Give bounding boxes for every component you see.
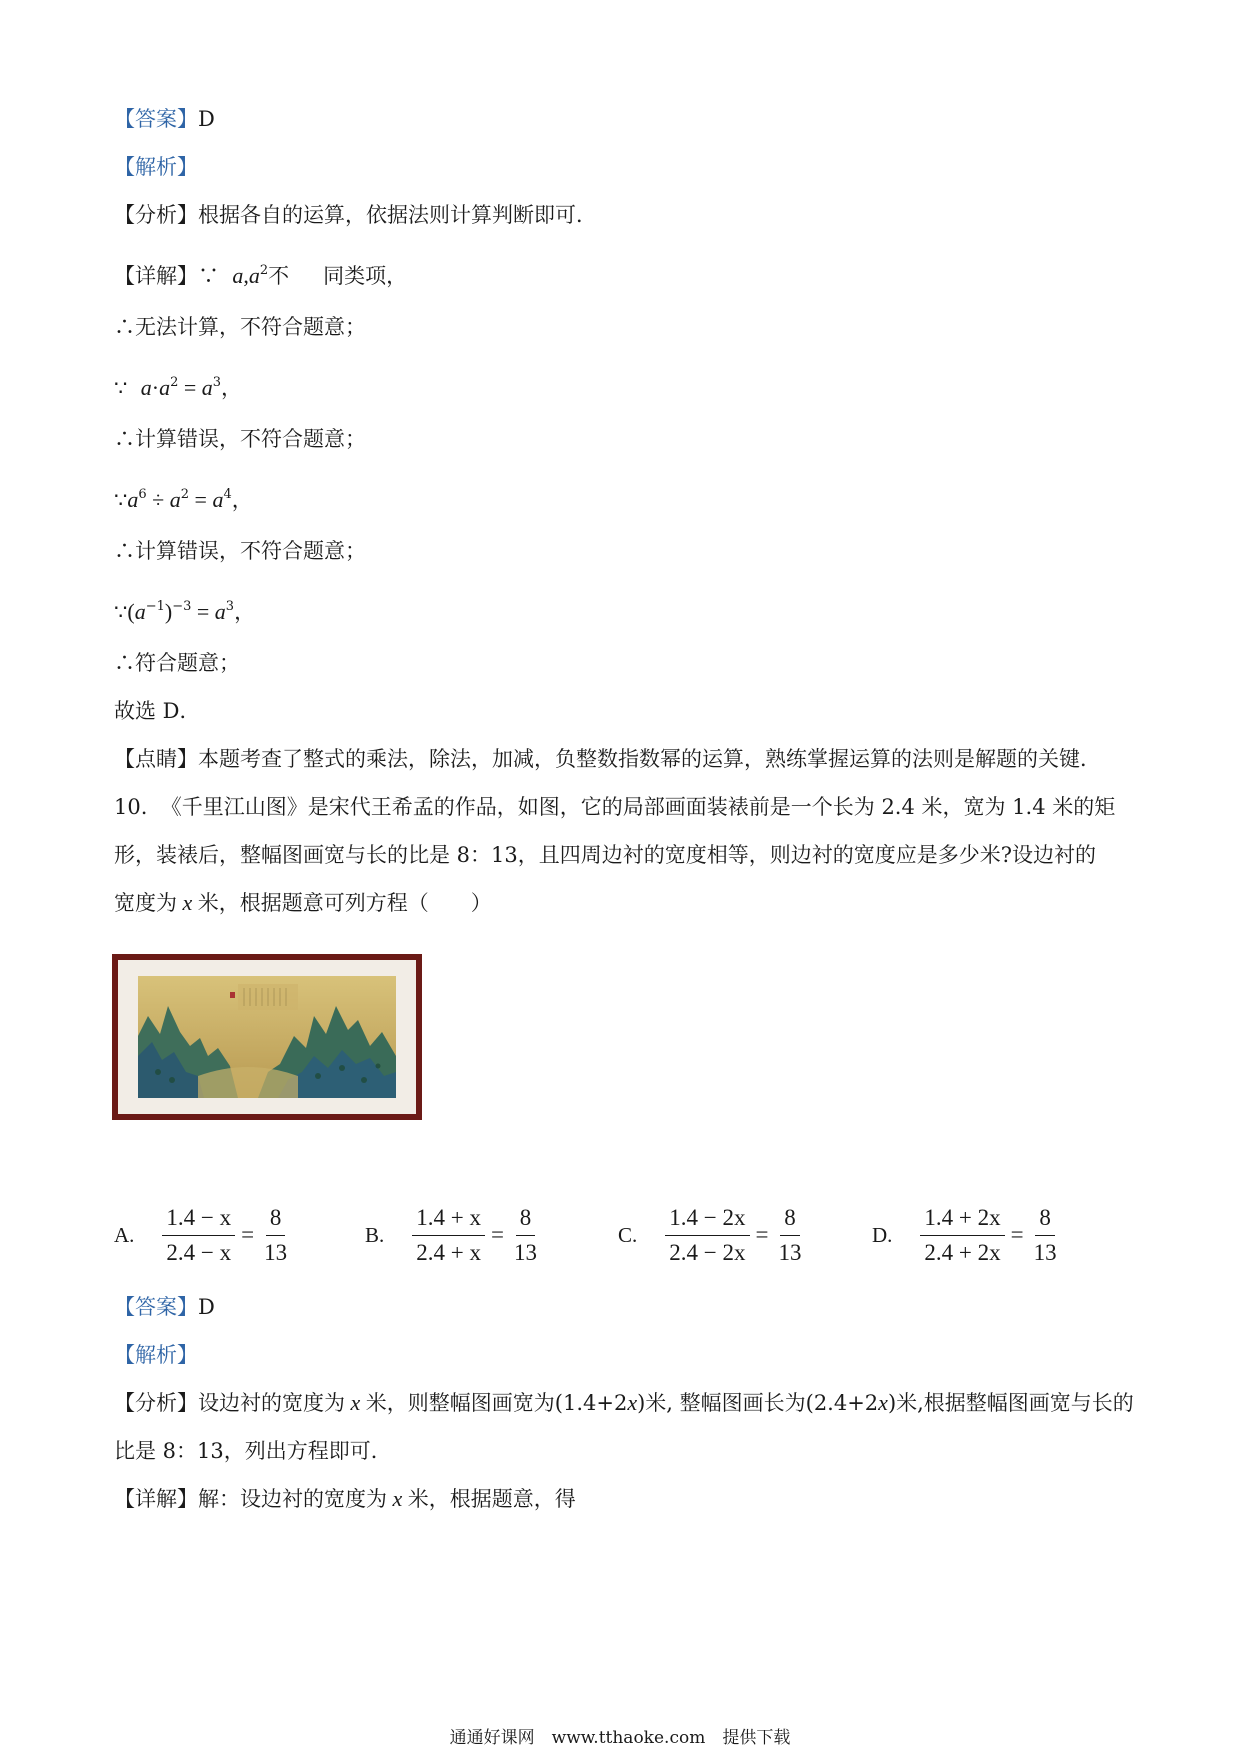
q9-jiexi xyxy=(114,152,198,182)
fraction-left xyxy=(920,1203,1004,1268)
fraction-right xyxy=(774,1203,805,1268)
text: 米，根据题意可列方程（ ） xyxy=(197,891,492,915)
equals-sign: = xyxy=(755,1222,769,1247)
text: 符合题意； xyxy=(135,651,240,675)
equals-sign: = xyxy=(491,1222,504,1247)
denominator: 13 xyxy=(264,1239,288,1265)
answer-value: D xyxy=(198,1295,215,1319)
q10-stem-line3: 宽度为 x 米，根据题意可列方程（ ） xyxy=(114,890,492,915)
painting-mat xyxy=(118,960,416,1114)
option-label: D. xyxy=(872,1222,893,1247)
text: 比是 8：13，列出方程即可． xyxy=(114,1439,392,1463)
answer-tag: 【答案】 xyxy=(114,1295,198,1319)
painting-artwork xyxy=(138,976,396,1098)
text: 不 xyxy=(268,264,290,288)
option-b[interactable] xyxy=(365,1200,541,1270)
equals-sign: = xyxy=(241,1222,255,1247)
fraction-left xyxy=(665,1203,749,1268)
denominator: 2.4 − 2x xyxy=(669,1239,746,1265)
page-footer: 通通好课网 www.tthaoke.com 提供下载 xyxy=(449,1728,791,1748)
question-number: 10. xyxy=(114,795,148,819)
landscape-painting-image xyxy=(112,954,422,1120)
q9-answer xyxy=(114,104,215,134)
text: 《千里江山图》是宋代王希孟的作品，如图，它的局部画面装裱前是一个长为 2.4 米，宽为 1.4 米的矩 xyxy=(160,795,1116,819)
text: )米, 整幅图画长为(2.4+2 xyxy=(637,1391,879,1415)
math-expr: a xyxy=(232,263,244,288)
therefore-symbol: ∴ xyxy=(114,315,135,339)
option-a[interactable] xyxy=(114,1200,291,1270)
q10-answer xyxy=(114,1292,215,1322)
q10-stem-line1 xyxy=(114,792,1115,822)
q9-fenxi xyxy=(114,200,597,230)
because-symbol: ∵ xyxy=(114,600,128,624)
numerator: 1.4 − 2x xyxy=(665,1203,749,1236)
q10-jiexi xyxy=(114,1340,198,1370)
text: 计算错误，不符合题意； xyxy=(135,539,366,563)
fraction-right xyxy=(260,1203,291,1268)
option-d[interactable] xyxy=(872,1200,1061,1270)
numerator: 1.4 + x xyxy=(412,1203,485,1236)
equals-sign: = xyxy=(1010,1222,1024,1247)
therefore-symbol: ∴ xyxy=(114,539,135,563)
dianjing-tag: 【点睛】 xyxy=(114,747,198,771)
text: 宽度为 xyxy=(114,891,177,915)
q9-detail-line8 xyxy=(114,648,240,678)
numerator: 8 xyxy=(1035,1203,1055,1236)
q9-detail-line1: 【详解】∵ $a,a^2$不 同类项， xyxy=(114,263,408,288)
xiangjie-tag: 【详解】 xyxy=(114,1487,198,1511)
denominator: 13 xyxy=(778,1239,802,1265)
xiangjie-tag: 【详解】 xyxy=(114,264,198,288)
because-symbol: ∵ xyxy=(114,376,128,400)
q10-stem-line2 xyxy=(114,840,1096,870)
math-expr: a xyxy=(127,487,139,512)
therefore-symbol: ∴ xyxy=(114,651,135,675)
denominator: 13 xyxy=(1033,1239,1057,1265)
denominator: 2.4 + x xyxy=(416,1239,481,1265)
answer-tag: 【答案】 xyxy=(114,107,198,131)
denominator: 2.4 − x xyxy=(166,1239,232,1265)
q9-dianjing xyxy=(114,744,1101,774)
q9-detail-line5: $\because a^6 \div a^2 = a^4$， xyxy=(114,487,253,512)
numerator: 1.4 + 2x xyxy=(920,1203,1004,1236)
q10-fenxi-line1: 【分析】设边衬的宽度为 x 米，则整幅图画宽为(1.4+2x)米, 整幅图画长为(2.4+2x)米,根据整幅图画宽与长的 xyxy=(114,1390,1134,1415)
because-symbol: ∵ xyxy=(198,264,219,288)
numerator: 8 xyxy=(266,1203,286,1236)
numerator: 1.4 − x xyxy=(162,1203,235,1236)
numerator: 8 xyxy=(780,1203,800,1236)
q9-detail-line2 xyxy=(114,312,366,342)
fenxi-tag: 【分析】 xyxy=(114,203,198,227)
text: 设边衬的宽度为 xyxy=(198,1391,345,1415)
math-expr: a xyxy=(140,375,152,400)
text: 同类项， xyxy=(323,264,408,288)
option-label: B. xyxy=(365,1222,385,1247)
q9-detail-line3: ∵ $a\cdot a^2 = a^3$， xyxy=(114,375,243,400)
option-c[interactable] xyxy=(618,1200,805,1270)
therefore-symbol: ∴ xyxy=(114,427,135,451)
fraction-right xyxy=(510,1203,541,1268)
text: 米，则整幅图画宽为(1.4+2 xyxy=(365,1391,628,1415)
mountain-landscape-icon xyxy=(138,976,396,1098)
denominator: 2.4 + 2x xyxy=(924,1239,1001,1265)
text: 本题考查了整式的乘法，除法，加减，负整数指数幂的运算，熟练掌握运算的法则是解题的关键． xyxy=(198,747,1101,771)
math-expr: ( xyxy=(127,599,135,624)
q9-detail-line7: $\because(a^{-1})^{-3} = a^3$， xyxy=(114,599,256,624)
text: )米,根据整幅图画宽与长的 xyxy=(887,1391,1134,1415)
text: 无法计算，不符合题意； xyxy=(135,315,366,339)
option-label: C. xyxy=(618,1222,638,1247)
q9-detail-line6 xyxy=(114,536,366,566)
q10-fenxi-line2 xyxy=(114,1436,392,1466)
because-symbol: ∵ xyxy=(114,488,128,512)
fenxi-text: 根据各自的运算，依据法则计算判断即可． xyxy=(198,203,597,227)
text: 故选 D． xyxy=(114,699,201,723)
option-label: A. xyxy=(114,1222,135,1247)
q9-detail-line4 xyxy=(114,424,366,454)
q10-detail: 【详解】解：设边衬的宽度为 x 米，根据题意，得 xyxy=(114,1486,576,1511)
answer-value: D xyxy=(198,107,215,131)
text: 计算错误，不符合题意； xyxy=(135,427,366,451)
jiexi-tag: 【解析】 xyxy=(114,1343,198,1367)
fenxi-tag: 【分析】 xyxy=(114,1391,198,1415)
text: 形，装裱后，整幅图画宽与长的比是 8：13，且四周边衬的宽度相等，则边衬的宽度应是多少米?设边衬的 xyxy=(114,843,1097,867)
numerator: 8 xyxy=(516,1203,536,1236)
jiexi-tag: 【解析】 xyxy=(114,155,198,179)
text: 米，根据题意，得 xyxy=(407,1487,576,1511)
fraction-left xyxy=(162,1203,235,1268)
denominator: 13 xyxy=(513,1239,537,1265)
fraction-right xyxy=(1030,1203,1061,1268)
fraction-left xyxy=(412,1203,485,1268)
text: 解：设边衬的宽度为 xyxy=(198,1487,387,1511)
q9-conclusion xyxy=(114,696,201,726)
